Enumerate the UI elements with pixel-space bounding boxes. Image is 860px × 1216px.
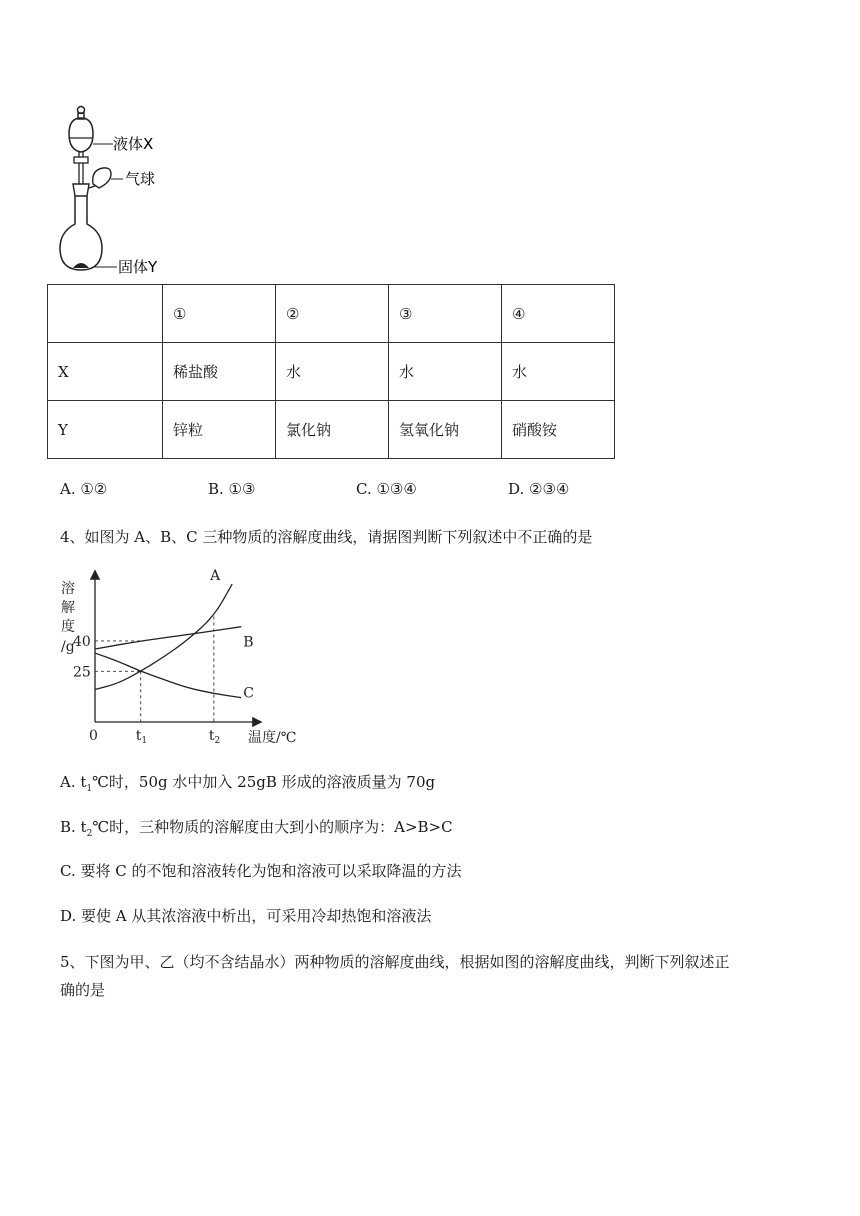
series-label-a: A xyxy=(210,568,221,585)
table-row-header xyxy=(48,285,615,343)
table-cell: 稀盐酸 xyxy=(163,343,276,401)
table-cell xyxy=(48,285,163,343)
ylabel-char: /g xyxy=(61,639,75,655)
q5-stem-line1: 5、下图为甲、乙（均不含结晶水）两种物质的溶解度曲线，根据如图的溶解度曲线，判断下列叙述正 xyxy=(60,953,730,971)
table-cell: Y xyxy=(48,401,163,459)
q4-option-a[interactable] xyxy=(60,771,435,794)
label-liquid-x: 液体X xyxy=(113,135,154,153)
table-row xyxy=(48,343,615,401)
table-cell: ③ xyxy=(389,285,502,343)
ylabel-char: 溶 xyxy=(61,581,75,597)
series-label-b: B xyxy=(243,634,254,651)
table-cell: 氢氧化钠 xyxy=(389,401,502,459)
table-cell: 锌粒 xyxy=(163,401,276,459)
x-tick-label: $t_2$ xyxy=(208,728,221,746)
series-label-c: C xyxy=(243,685,255,702)
table-cell: 水 xyxy=(502,343,615,401)
q3-option-c[interactable]: C. ①③④ xyxy=(356,480,417,498)
x-axis-label: 温度/℃ xyxy=(248,730,297,746)
q5-stem-line2: 确的是 xyxy=(60,981,106,999)
option-text: ℃时，三种物质的溶解度由大到小的顺序为：A>B>C xyxy=(92,818,453,836)
table-row xyxy=(48,401,615,459)
y-tick-label: 40 xyxy=(73,633,91,650)
series-line-a xyxy=(95,584,232,689)
option-prefix: B. t xyxy=(60,818,87,836)
solubility-chart xyxy=(55,562,297,746)
table-cell: 水 xyxy=(389,343,502,401)
label-solid-y: 固体Y xyxy=(118,258,158,276)
series-line-c xyxy=(95,653,241,698)
apparatus-diagram xyxy=(55,104,185,280)
y-tick-label: 25 xyxy=(73,664,91,681)
table-cell: 氯化钠 xyxy=(276,401,389,459)
q4-stem: 4、如图为 A、B、C 三种物质的溶解度曲线，请据图判断下列叙述中不正确的是 xyxy=(60,528,593,546)
option-text: ℃时，50g 水中加入 25gB 形成的溶液质量为 70g xyxy=(92,773,436,791)
q4-option-d[interactable]: D. 要使 A 从其浓溶液中析出，可采用冷却热饱和溶液法 xyxy=(60,907,432,925)
ylabel-char: 解 xyxy=(61,600,75,616)
q4-option-b[interactable] xyxy=(60,816,453,839)
option-prefix: A. t xyxy=(60,773,87,791)
x-tick-label: $t_1$ xyxy=(135,728,148,746)
table-cell: X xyxy=(48,343,163,401)
table-cell: ④ xyxy=(502,285,615,343)
label-balloon: 气球 xyxy=(125,170,156,188)
q3-option-a[interactable]: A. ①② xyxy=(60,480,108,498)
ylabel-char: 度 xyxy=(61,619,75,635)
table-cell: ① xyxy=(163,285,276,343)
q4-option-c[interactable]: C. 要将 C 的不饱和溶液转化为饱和溶液可以采取降温的方法 xyxy=(60,862,462,880)
reagent-table xyxy=(47,284,615,459)
table-cell: ② xyxy=(276,285,389,343)
series-line-b xyxy=(95,627,241,649)
option-subscript: 1 xyxy=(86,784,93,794)
q3-option-b[interactable]: B. ①③ xyxy=(208,480,256,498)
origin-label: 0 xyxy=(89,728,98,744)
table-cell: 硝酸铵 xyxy=(502,401,615,459)
q3-option-d[interactable]: D. ②③④ xyxy=(508,480,570,498)
option-subscript: 2 xyxy=(86,829,93,839)
table-cell: 水 xyxy=(276,343,389,401)
